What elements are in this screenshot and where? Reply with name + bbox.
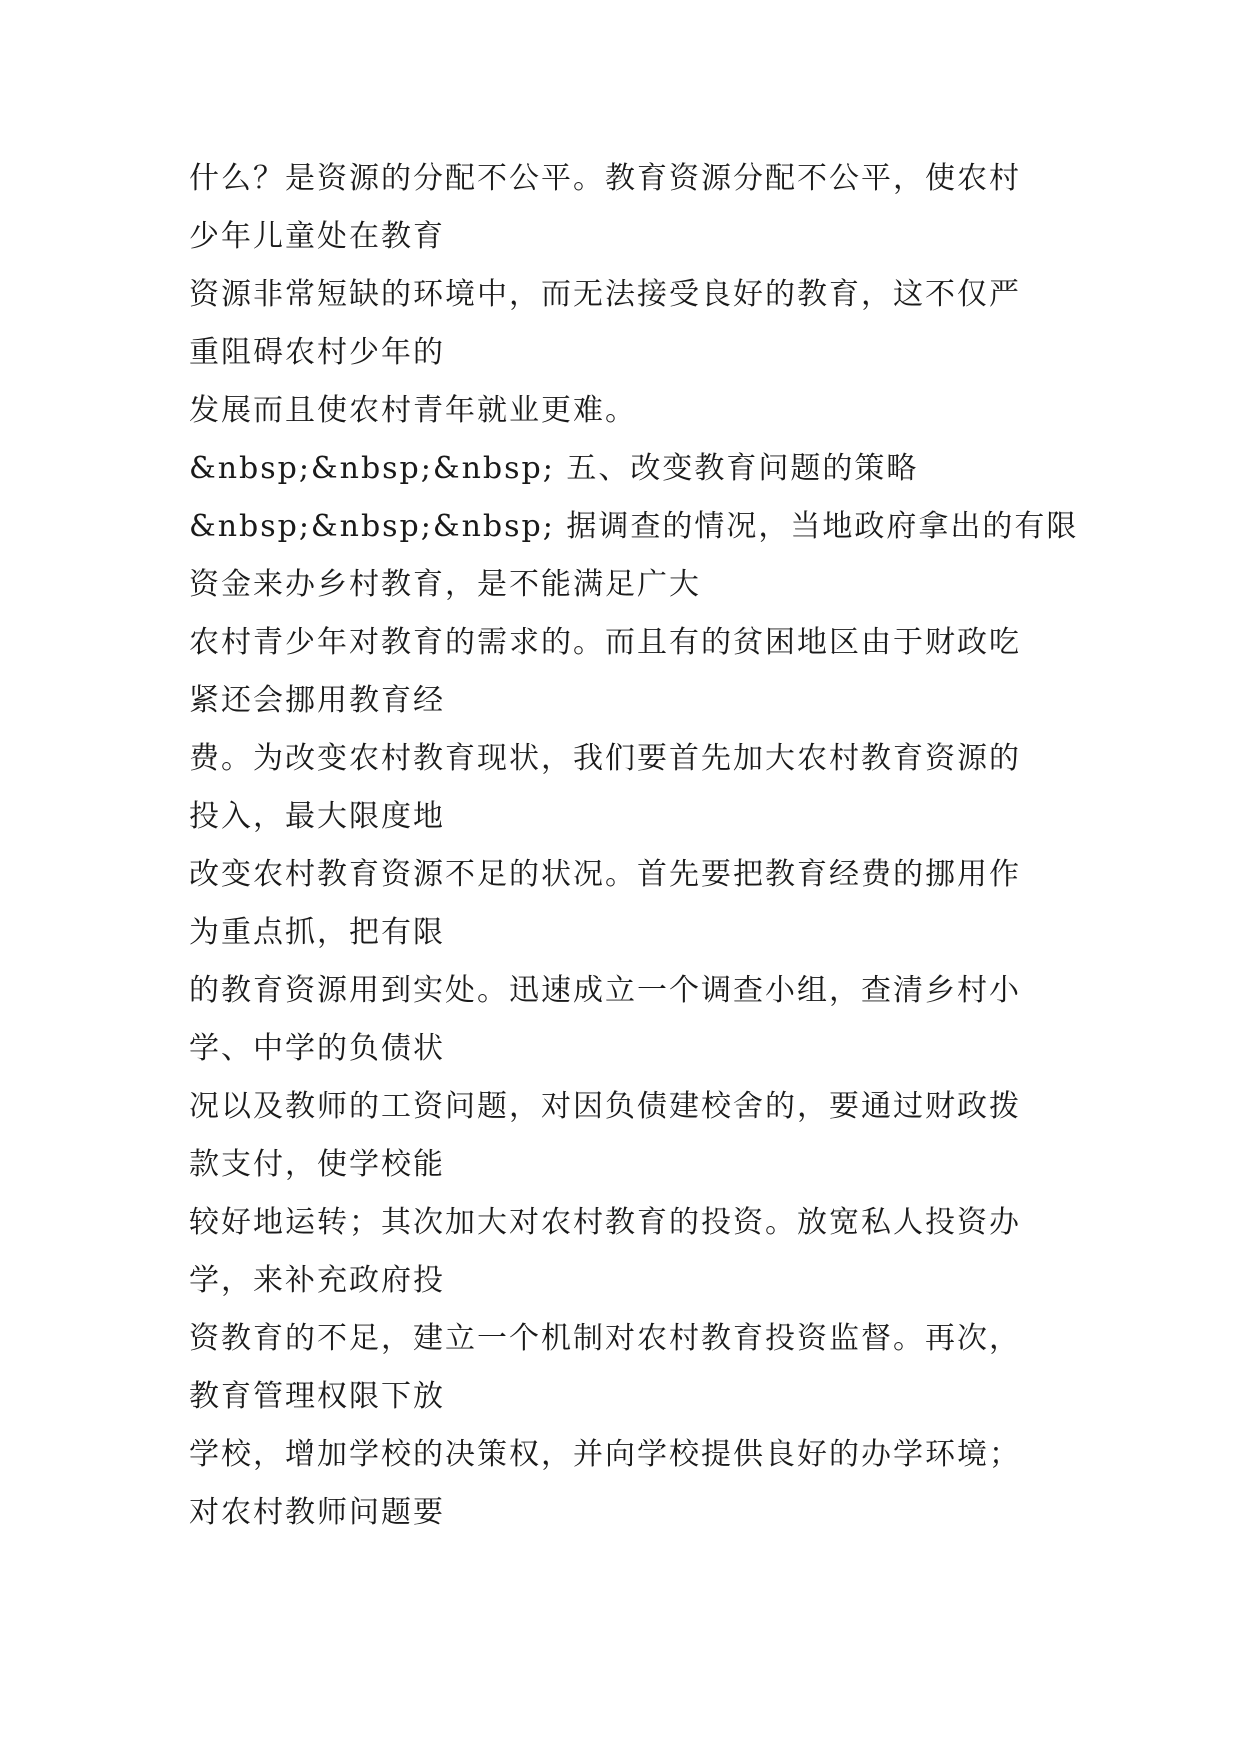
document-body: [189, 150, 1089, 1542]
text-line: 学，来补充政府投: [189, 1263, 445, 1298]
text-line: 的教育资源用到实处。迅速成立一个调查小组，查清乡村小: [189, 973, 1021, 1008]
text-line: 改变农村教育资源不足的状况。首先要把教育经费的挪用作: [189, 857, 1021, 892]
text-line: 学校，增加学校的决策权，并向学校提供良好的办学环境；: [189, 1437, 1021, 1472]
section-heading: &nbsp;&nbsp;&nbsp; 五、改变教育问题的策略: [189, 451, 919, 486]
text-line: &nbsp;&nbsp;&nbsp; 据调查的情况，当地政府拿出的有限: [189, 509, 1079, 544]
text-line: 款支付，使学校能: [189, 1147, 445, 1182]
text-line: 费。为改变农村教育现状，我们要首先加大农村教育资源的: [189, 741, 1021, 776]
text-line: 学、中学的负债状: [189, 1031, 445, 1066]
text-line: 紧还会挪用教育经: [189, 683, 445, 718]
text-line: 况以及教师的工资问题，对因负债建校舍的，要通过财政拨: [189, 1089, 1021, 1124]
text-line: 发展而且使农村青年就业更难。: [189, 393, 637, 428]
text-line: 什么？是资源的分配不公平。教育资源分配不公平，使农村: [189, 161, 1021, 196]
text-line: 资源非常短缺的环境中，而无法接受良好的教育，这不仅严: [189, 277, 1021, 312]
text-line: 少年儿童处在教育: [189, 219, 445, 254]
text-line: 对农村教师问题要: [189, 1495, 445, 1530]
text-line: 农村青少年对教育的需求的。而且有的贫困地区由于财政吃: [189, 625, 1021, 660]
text-line: 为重点抓，把有限: [189, 915, 445, 950]
text-line: 教育管理权限下放: [189, 1379, 445, 1414]
text-line: 重阻碍农村少年的: [189, 335, 445, 370]
text-line: 投入，最大限度地: [189, 799, 445, 834]
text-line: 资金来办乡村教育，是不能满足广大: [189, 567, 701, 602]
text-line: 较好地运转；其次加大对农村教育的投资。放宽私人投资办: [189, 1205, 1021, 1240]
text-line: 资教育的不足，建立一个机制对农村教育投资监督。再次，: [189, 1321, 1021, 1356]
